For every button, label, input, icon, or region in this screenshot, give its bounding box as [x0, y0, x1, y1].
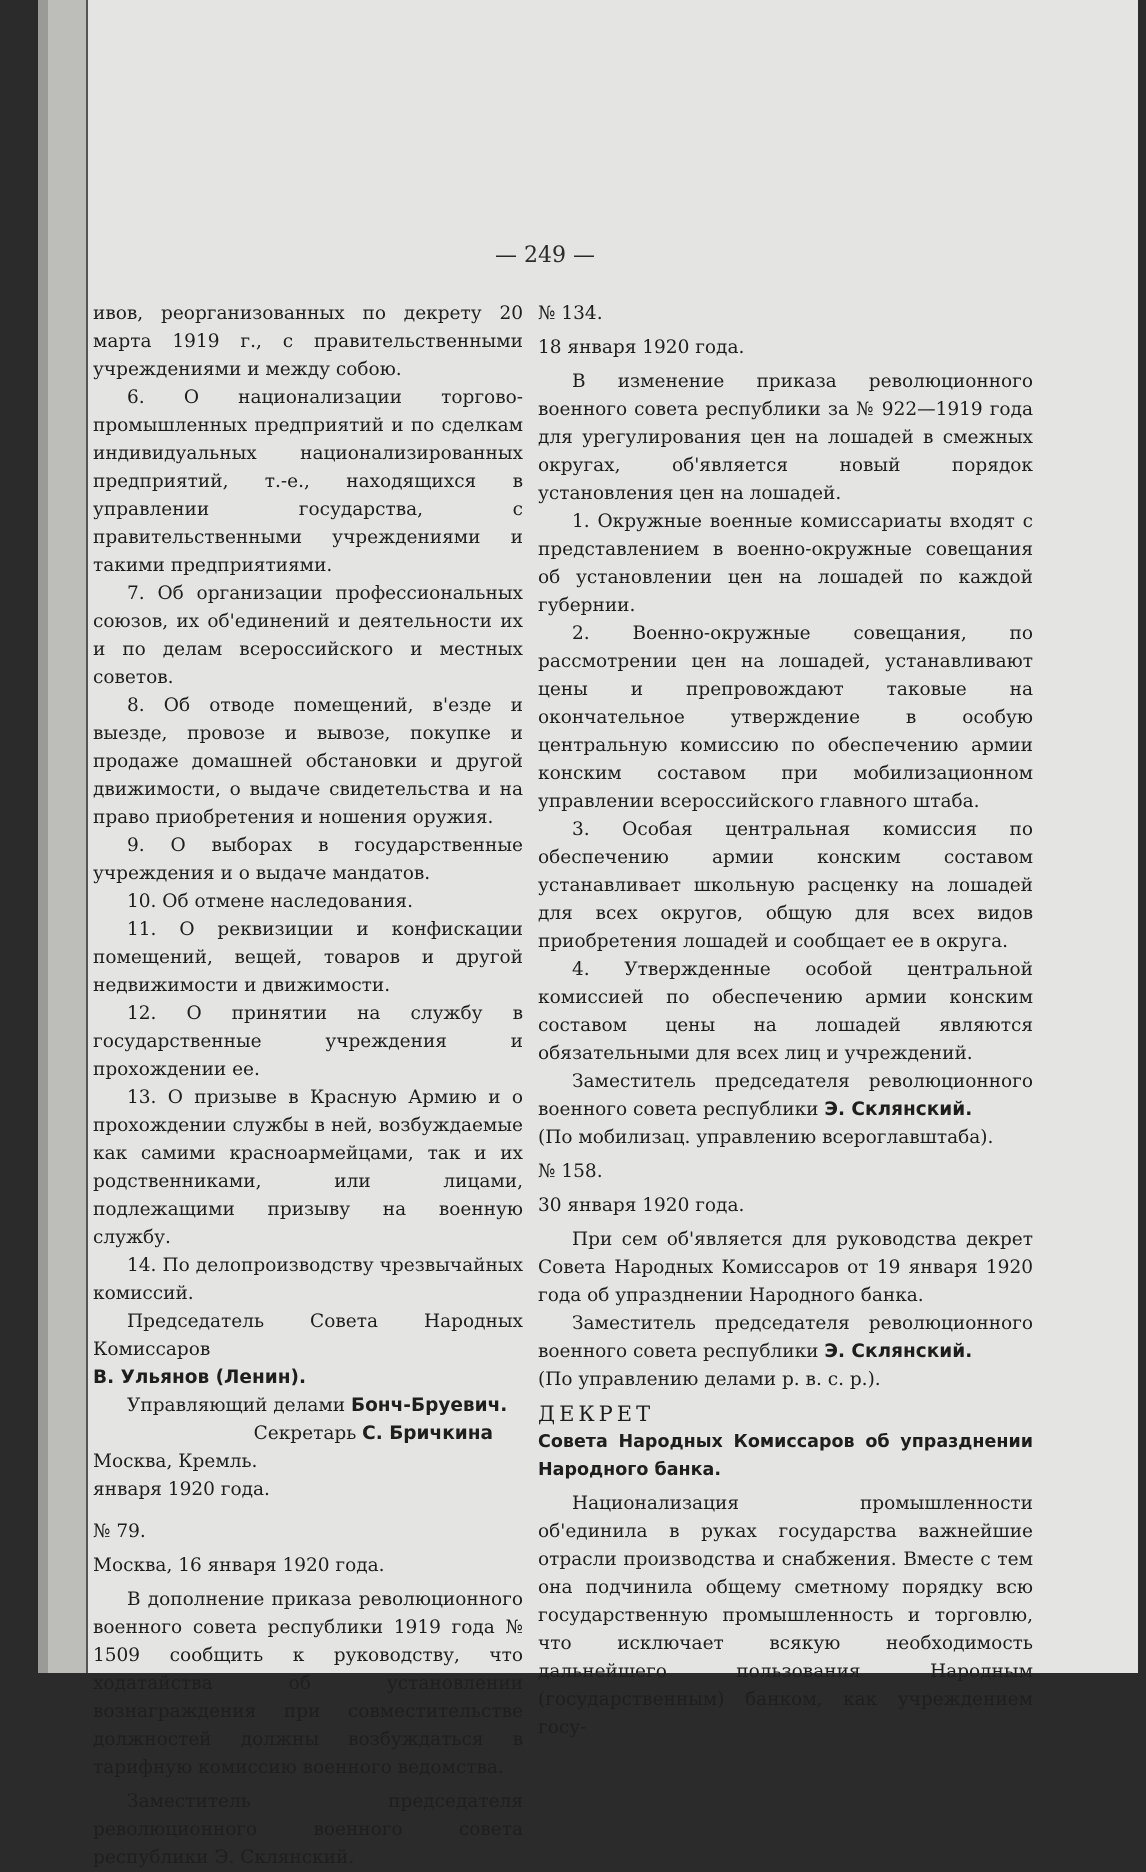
paragraph: 13. О призыве в Красную Армию и о прохождении службы в ней, возбуждаемые как самими красноармейцами, так и их родственниками, или лицами, подлежащими призыву на военную службу. — [93, 1087, 523, 1248]
page-edge — [38, 0, 48, 1673]
paragraph: ивов, реорганизованных по декрету 20 марта 1919 г., с правительственными учреждениями и между собою. — [93, 303, 523, 380]
order-item: 1. Окружные военные комиссариаты входят с представлением в военно-окружные совещания об установлении цен на лошадей по каждой губернии. — [538, 511, 1033, 616]
order-body: При сем об'является для руководства декрет Совета Народных Комиссаров от 19 января 1920 года об упразднении Народного банка. — [538, 1229, 1033, 1306]
paragraph: 8. Об отводе помещений, в'езде и выезде, провозе и вывозе, покупке и продаже домашней обстановки и другой движимости, о выдаче свидетельства и на право приобретения и ношения оружия. — [93, 695, 523, 828]
paragraph: 10. Об отмене наследования. — [127, 891, 413, 912]
paragraph: 7. Об организации профессиональных союзов, их об'единений и деятельности их и по делам всероссийского и местных советов. — [93, 583, 523, 688]
decree-body: Национализация промышленности об'единила в руках государства важнейшие отрасли производства и снабжения. Вместе с тем она подчинила общему сметному порядку всю государственную промышленность и торговлю, что исключает всякую необходимость дальнейшего пользования Народным (государственным) банком, как учреждением госу- — [538, 1493, 1033, 1738]
place-line: Москва, Кремль. — [93, 1451, 258, 1472]
signature-title: Председатель Совета Народных Комиссаров — [93, 1311, 523, 1360]
order-item: 4. Утвержденные особой центральной комиссией по обеспечению армии конским составом цены на лошадей являются обязательными для всех лиц и учреждений. — [538, 959, 1033, 1064]
paragraph: 6. О национализации торгово-промышленных предприятий и по сделкам индивидуальных национализированных предприятий, т.-е., находящихся в управлении государства, с правительственными учреждениями и такими предприятиями. — [93, 387, 523, 576]
order-item: 2. Военно-окружные совещания, по рассмотрении цен на лошадей, устанавливают цены и препровождают таковые на окончательное утверждение в особую центральную комиссию по обеспечению армии конским составом при мобилизационном управлении всероссийского главного штаба. — [538, 623, 1033, 812]
paragraph: 9. О выборах в государственные учреждения и о выдаче мандатов. — [93, 835, 523, 884]
paragraph: 12. О принятии на службу в государственные учреждения и прохождении ее. — [93, 1003, 523, 1080]
order-signoff — [538, 1068, 1033, 1124]
signoff-title: Заместитель председателя революционного военного совета республики — [538, 1313, 1033, 1362]
right-column — [538, 300, 1033, 1742]
signature-title: Секретарь — [253, 1423, 357, 1444]
page-number: — 249 — — [495, 243, 595, 268]
order-signoff — [538, 1310, 1033, 1366]
signoff-name: Э. Склянский. — [824, 1099, 973, 1120]
order-number: № 79. — [93, 1521, 146, 1542]
decree-heading: ДЕКРЕТ — [538, 1402, 655, 1426]
order-item: 3. Особая центральная комиссия по обеспечению армии конским составом устанавливает школьную расценку на лошадей для всех округов, общую для всех видов приобретения лошадей и сообщает ее в округа. — [538, 819, 1033, 952]
signature-manager — [93, 1392, 523, 1420]
order-signoff: Заместитель председателя революционного военного совета республики Э. Склянский. — [93, 1791, 523, 1868]
left-column — [93, 300, 523, 1872]
signature-chair — [93, 1308, 523, 1392]
signature-name: Бонч-Бруевич. — [351, 1395, 508, 1416]
signature-secretary — [93, 1420, 523, 1448]
date-line: января 1920 года. — [93, 1479, 270, 1500]
order-dateline: 30 января 1920 года. — [538, 1195, 745, 1216]
order-dateline: Москва, 16 января 1920 года. — [93, 1555, 385, 1576]
paragraph: 14. По делопроизводству чрезвычайных комиссий. — [93, 1255, 523, 1304]
order-body: В дополнение приказа революционного военного совета республики 1919 года № 1509 сообщить к руководству, что ходатайства об установлении вознаграждения при совместительстве должностей должны возбуждаться в тарифную комиссию военного ведомства. — [93, 1589, 523, 1778]
order-source: (По мобилизац. управлению всероглавштаба). — [538, 1127, 994, 1148]
signoff-name: Э. Склянский. — [824, 1341, 973, 1362]
signature-name: С. Бричкина — [362, 1423, 493, 1444]
signoff-title: Заместитель председателя революционного военного совета республики — [538, 1071, 1033, 1120]
order-intro: В изменение приказа революционного военного совета республики за № 922—1919 года для урегулирования цен на лошадей в смежных округах, об'является новый порядок установления цен на лошадей. — [538, 371, 1033, 504]
order-source: (По управлению делами р. в. с. р.). — [538, 1369, 881, 1390]
signature-name: В. Ульянов (Ленин). — [93, 1367, 306, 1388]
order-number: № 158. — [538, 1161, 603, 1182]
order-dateline: 18 января 1920 года. — [538, 337, 745, 358]
decree-subtitle: Совета Народных Комиссаров об упразднении Народного банка. — [538, 1432, 1033, 1480]
signature-title: Управляющий делами — [127, 1395, 346, 1416]
order-number: № 134. — [538, 303, 603, 324]
document-page — [38, 0, 1138, 1868]
paragraph: 11. О реквизиции и конфискации помещений, вещей, товаров и другой недвижимости и движимости. — [93, 919, 523, 996]
